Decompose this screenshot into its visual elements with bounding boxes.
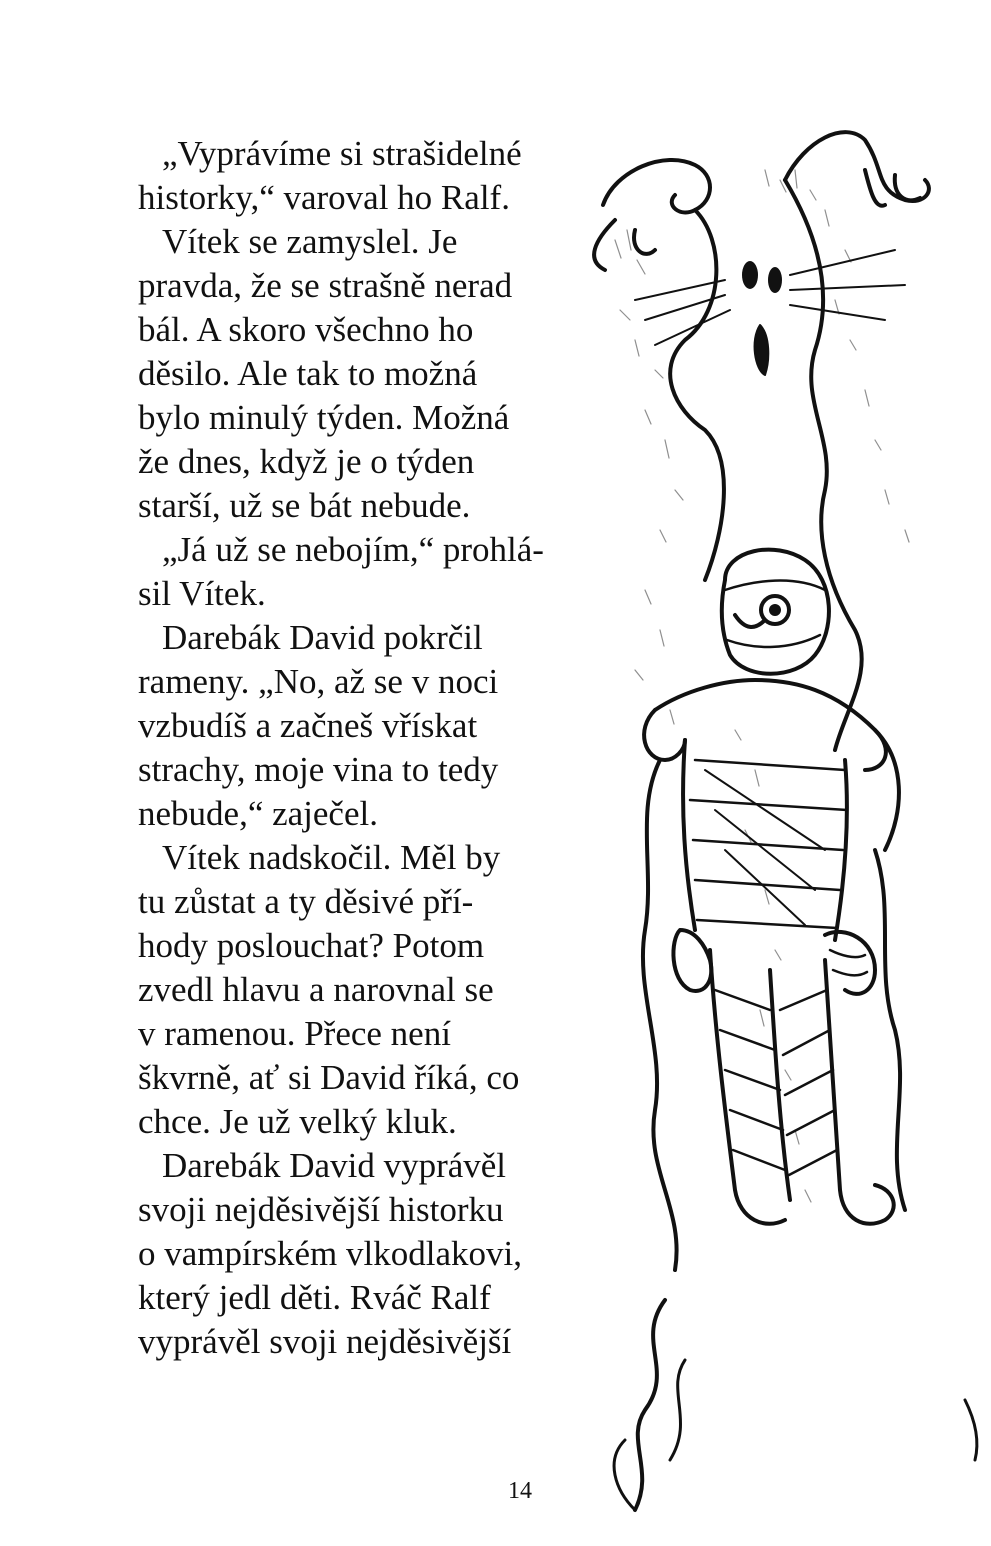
text-line: rameny. „No, až se v noci <box>138 662 499 701</box>
text-line: který jedl děti. Rváč Ralf <box>138 1278 491 1317</box>
text-line: škvrně, ať si David říká, co <box>138 1058 520 1097</box>
text-line: svoji nejděsivější historku <box>138 1190 504 1229</box>
text-line: bylo minulý týden. Možná <box>138 398 510 437</box>
text-line: děsilo. Ale tak to možná <box>138 354 478 393</box>
body-text <box>138 132 558 1364</box>
text-line: Darebák David pokrčil <box>162 618 483 657</box>
text-line: vyprávěl svoji nejděsivější <box>138 1322 512 1361</box>
text-line: vzbudíš a začneš vřískat <box>138 706 478 745</box>
text-line: nebude,“ zaječel. <box>138 794 378 833</box>
text-line: pravda, že se strašně nerad <box>138 266 513 305</box>
text-line: „Vyprávíme si strašidelné <box>162 134 522 173</box>
text-line: historky,“ varoval ho Ralf. <box>138 178 510 217</box>
text-line: o vampírském vlkodlakovi, <box>138 1234 522 1273</box>
text-line: že dnes, když je o týden <box>138 442 475 481</box>
text-line: Darebák David vyprávěl <box>162 1146 507 1185</box>
text-line: sil Vítek. <box>138 574 266 613</box>
text-line: Vítek nadskočil. Měl by <box>162 838 501 877</box>
text-line: tu zůstat a ty děsivé pří- <box>138 882 474 921</box>
text-line: hody poslouchat? Potom <box>138 926 485 965</box>
text-line: zvedl hlavu a narovnal se <box>138 970 494 1009</box>
text-line: strachy, moje vina to tedy <box>138 750 499 789</box>
text-line: starší, už se bát nebude. <box>138 486 471 525</box>
text-line: „Já už se nebojím,“ prohlá- <box>162 530 544 569</box>
text-line: v ramenou. Přece není <box>138 1014 451 1053</box>
text-line: bál. A skoro všechno ho <box>138 310 474 349</box>
text-line: chce. Je už velký kluk. <box>138 1102 457 1141</box>
ghost-mummy-illustration <box>575 110 991 1546</box>
text-line: Vítek se zamyslel. Je <box>162 222 458 261</box>
page-number: 14 <box>508 1478 532 1504</box>
